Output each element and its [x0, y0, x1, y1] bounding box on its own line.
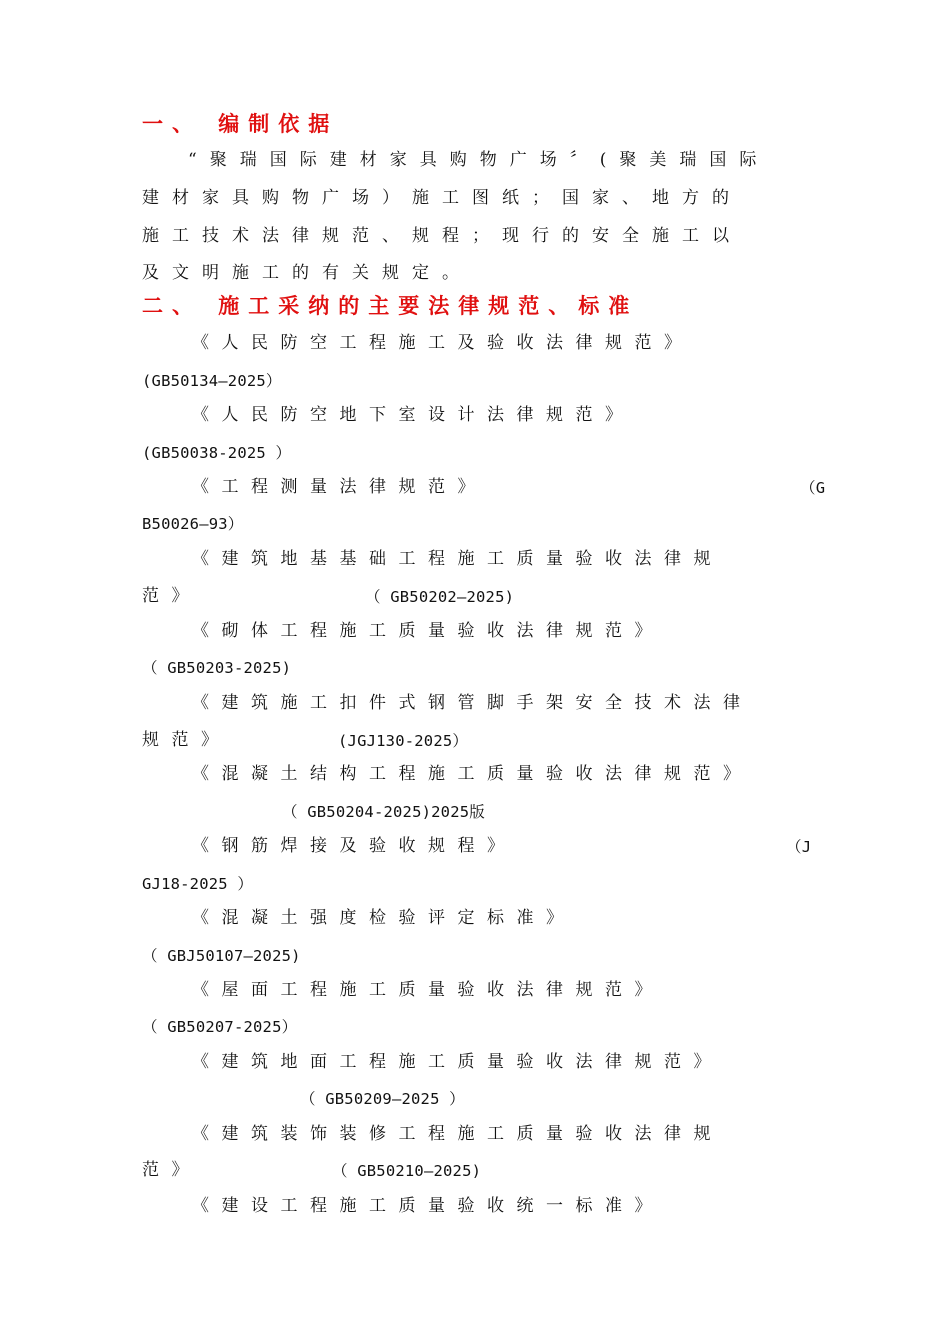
- standard-code: （ GB50204-2025)2025版: [282, 803, 485, 821]
- standard-title: 《建筑地面工程施工质量验收法律规范》: [192, 1052, 723, 1072]
- standard-title: 《建筑装饰装修工程施工质量验收法律规: [192, 1124, 723, 1144]
- standard-title-tail: （J: [786, 838, 812, 856]
- section1-line-3: 施工技术法律规范、规程；现行的安全施工以: [142, 226, 742, 246]
- standard-code: (GB50134—2025）: [142, 372, 282, 390]
- standard-code: B50026—93）: [142, 515, 244, 533]
- standard-title: 《混凝土结构工程施工质量验收法律规范》: [192, 764, 753, 784]
- standard-title-tail: 范》: [142, 586, 201, 606]
- standard-code: （ GB50202—2025): [365, 588, 515, 606]
- standard-title: 《人民防空工程施工及验收法律规范》: [192, 333, 694, 353]
- standard-code: （ GB50207-2025）: [142, 1018, 298, 1036]
- section1-heading: 一、 编制依据: [142, 111, 339, 136]
- standard-title: 《建筑地基基础工程施工质量验收法律规: [192, 549, 723, 569]
- standard-code: (GB50038-2025 ）: [142, 444, 292, 462]
- standard-title-tail: （G: [800, 479, 826, 497]
- standard-code: (JGJ130-2025）: [338, 732, 469, 750]
- section1-line-4: 及文明施工的有关规定。: [142, 263, 472, 283]
- standard-code: GJ18-2025 ）: [142, 875, 254, 893]
- standard-title: 《建设工程施工质量验收统一标准》: [192, 1196, 664, 1216]
- standard-title: 《钢筋焊接及验收规程》: [192, 836, 517, 856]
- standard-title: 《砌体工程施工质量验收法律规范》: [192, 621, 664, 641]
- standard-title-tail: 规范》: [142, 730, 231, 750]
- section1-line-2: 建材家具购物广场）施工图纸；国家、地方的: [142, 188, 742, 208]
- standard-code: （ GBJ50107—2025): [142, 947, 301, 965]
- standard-title: 《工程测量法律规范》: [192, 477, 487, 497]
- standard-title: 《混凝土强度检验评定标准》: [192, 908, 576, 928]
- section1-line-1: “聚瑞国际建材家具购物广场〞(聚美瑞国际: [188, 150, 770, 170]
- standard-title: 《屋面工程施工质量验收法律规范》: [192, 980, 664, 1000]
- standard-title: 《建筑施工扣件式钢管脚手架安全技术法律: [192, 693, 753, 713]
- standard-title-tail: 范》: [142, 1160, 201, 1180]
- standard-code: （ GB50203-2025): [142, 659, 292, 677]
- standard-title: 《人民防空地下室设计法律规范》: [192, 405, 635, 425]
- section2-heading: 二、 施工采纳的主要法律规范、标准: [142, 293, 639, 318]
- standard-code: （ GB50209—2025 ）: [300, 1090, 465, 1108]
- standard-code: （ GB50210—2025): [332, 1162, 482, 1180]
